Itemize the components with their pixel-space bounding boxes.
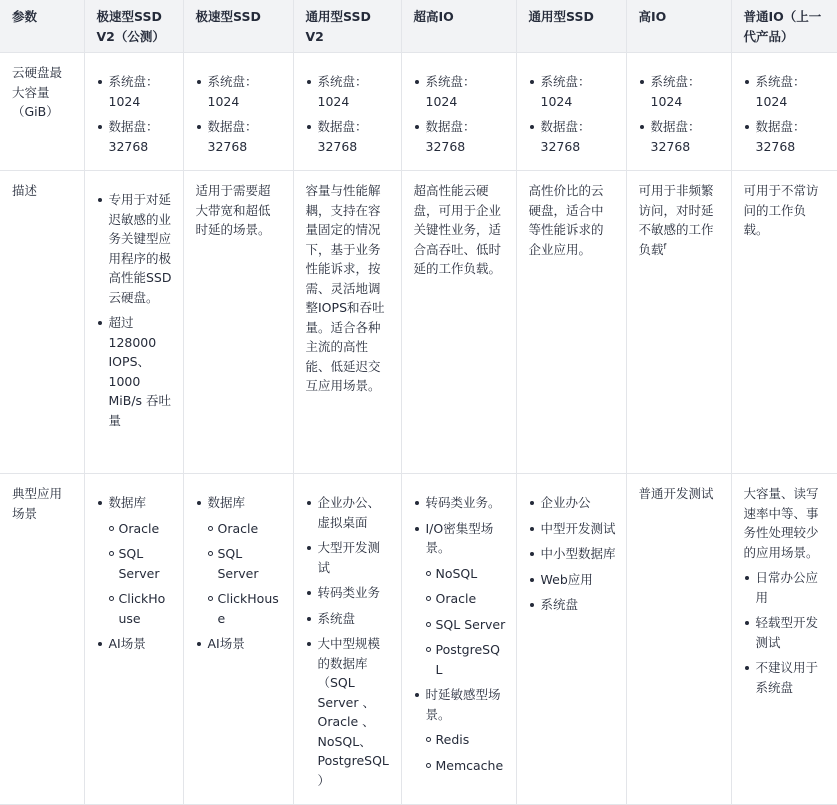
list-item: 企业办公 bbox=[529, 493, 616, 513]
scenario-cell bbox=[516, 474, 626, 805]
list-item: 中型开发测试 bbox=[529, 519, 616, 539]
list-item: 数据盘：32768 bbox=[529, 117, 616, 156]
list-item: Oracle bbox=[208, 519, 283, 539]
scenario-cell: 普通开发测试 bbox=[626, 474, 731, 805]
description-cell: 超高性能云硬盘，可用于企业关键性业务，适合高吞吐、低时延的工作负载。 bbox=[401, 171, 516, 474]
list-item: NoSQL bbox=[426, 564, 506, 584]
list-item: Redis bbox=[426, 730, 506, 750]
capacity-label: 云硬盘最大容量（GiB） bbox=[0, 53, 84, 171]
description-row bbox=[0, 171, 837, 474]
list-item: ClickHouse bbox=[208, 589, 283, 628]
footnote-marker: f bbox=[663, 241, 667, 251]
description-cell: 高性价比的云硬盘，适合中等性能诉求的企业应用。 bbox=[516, 171, 626, 474]
capacity-cell bbox=[183, 53, 293, 171]
list-item: ClickHouse bbox=[109, 589, 173, 628]
list-item: 数据库 Oracle SQL Server ClickHouse bbox=[97, 493, 173, 628]
list-item: 超过128000 IOPS、1000 MiB/s 吞吐量 bbox=[97, 313, 173, 430]
header-extreme-ssd: 极速型SSD bbox=[183, 0, 293, 53]
list-item: 大中型规模的数据库（SQL Server 、Oracle 、NoSQL、PostgreSQL） bbox=[306, 634, 391, 790]
list-item: 系统盘：1024 bbox=[306, 72, 391, 111]
list-item: 系统盘：1024 bbox=[97, 72, 173, 111]
list-item: 数据盘：32768 bbox=[97, 117, 173, 156]
list-item: 系统盘 bbox=[529, 595, 616, 615]
description-label: 描述 bbox=[0, 171, 84, 474]
list-item: Oracle bbox=[426, 589, 506, 609]
list-item: 系统盘：1024 bbox=[744, 72, 828, 111]
list-item: 数据盘：32768 bbox=[639, 117, 721, 156]
list-item: 数据盘：32768 bbox=[196, 117, 283, 156]
capacity-cell bbox=[84, 53, 183, 171]
list-item: 不建议用于系统盘 bbox=[744, 658, 828, 697]
list-item: 中小型数据库 bbox=[529, 544, 616, 564]
list-item: 专用于对延迟敏感的业务关键型应用程序的极高性能SSD云硬盘。 bbox=[97, 190, 173, 307]
scenario-cell bbox=[84, 474, 183, 805]
description-text: 可用于非频繁访问，对时延不敏感的工作负载 bbox=[638, 183, 714, 257]
list-item: 系统盘：1024 bbox=[529, 72, 616, 111]
list-item: 系统盘：1024 bbox=[639, 72, 721, 111]
list-item: Oracle bbox=[109, 519, 173, 539]
list-item: SQL Server bbox=[109, 544, 173, 583]
description-cell bbox=[84, 171, 183, 474]
scenario-cell bbox=[293, 474, 401, 805]
list-item: 系统盘：1024 bbox=[196, 72, 283, 111]
list-item: Web应用 bbox=[529, 570, 616, 590]
list-item: 时延敏感型场景。 Redis Memcache bbox=[414, 685, 506, 775]
scenario-cell: 大容量、读写速率中等、事务性处理较少的应用场景。 日常办公应用 轻载型开发测试 不建议用于系统盘 bbox=[731, 474, 837, 805]
header-extreme-ssd-v2: 极速型SSD V2（公测） bbox=[84, 0, 183, 53]
scenario-cell bbox=[183, 474, 293, 805]
list-item: 轻载型开发测试 bbox=[744, 613, 828, 652]
description-cell: 可用于不常访问的工作负载。 bbox=[731, 171, 837, 474]
list-item: AI场景 bbox=[196, 634, 283, 654]
scenario-row bbox=[0, 474, 837, 805]
header-general-ssd: 通用型SSD bbox=[516, 0, 626, 53]
list-item: 大型开发测试 bbox=[306, 538, 391, 577]
list-item: Memcache bbox=[426, 756, 506, 776]
list-item: PostgreSQL bbox=[426, 640, 506, 679]
capacity-cell bbox=[401, 53, 516, 171]
list-item: SQL Server bbox=[426, 615, 506, 635]
list-item: 数据盘：32768 bbox=[744, 117, 828, 156]
capacity-cell bbox=[731, 53, 837, 171]
list-item: 系统盘：1024 bbox=[414, 72, 506, 111]
header-common-io: 普通IO（上一代产品） bbox=[731, 0, 837, 53]
header-row bbox=[0, 0, 837, 53]
scenario-cell bbox=[401, 474, 516, 805]
list-item: SQL Server bbox=[208, 544, 283, 583]
list-item: I/O密集型场景。 NoSQL Oracle SQL Server PostgreSQL bbox=[414, 519, 506, 680]
list-item: 数据盘：32768 bbox=[306, 117, 391, 156]
capacity-cell bbox=[293, 53, 401, 171]
capacity-cell bbox=[516, 53, 626, 171]
description-cell: 容量与性能解耦，支持在容量固定的情况下，基于业务性能诉求，按需、灵活地调整IOPS和吞吐量。适合各种主流的高性能、低延迟交互应用场景。 bbox=[293, 171, 401, 474]
header-general-ssd-v2: 通用型SSD V2 bbox=[293, 0, 401, 53]
list-item: 企业办公、虚拟桌面 bbox=[306, 493, 391, 532]
list-item: 数据盘：32768 bbox=[414, 117, 506, 156]
scenario-label: 典型应用场景 bbox=[0, 474, 84, 805]
header-high-io: 高IO bbox=[626, 0, 731, 53]
description-cell bbox=[626, 171, 731, 474]
list-item: 转码类业务。 bbox=[414, 493, 506, 513]
list-item: 系统盘 bbox=[306, 609, 391, 629]
description-cell: 适用于需要超大带宽和超低时延的场景。 bbox=[183, 171, 293, 474]
capacity-cell bbox=[626, 53, 731, 171]
capacity-row bbox=[0, 53, 837, 171]
header-ultra-high-io: 超高IO bbox=[401, 0, 516, 53]
list-item: 数据库 Oracle SQL Server ClickHouse bbox=[196, 493, 283, 628]
list-item: 日常办公应用 bbox=[744, 568, 828, 607]
list-item: AI场景 bbox=[97, 634, 173, 654]
list-item: 转码类业务 bbox=[306, 583, 391, 603]
header-parameter: 参数 bbox=[0, 0, 84, 53]
